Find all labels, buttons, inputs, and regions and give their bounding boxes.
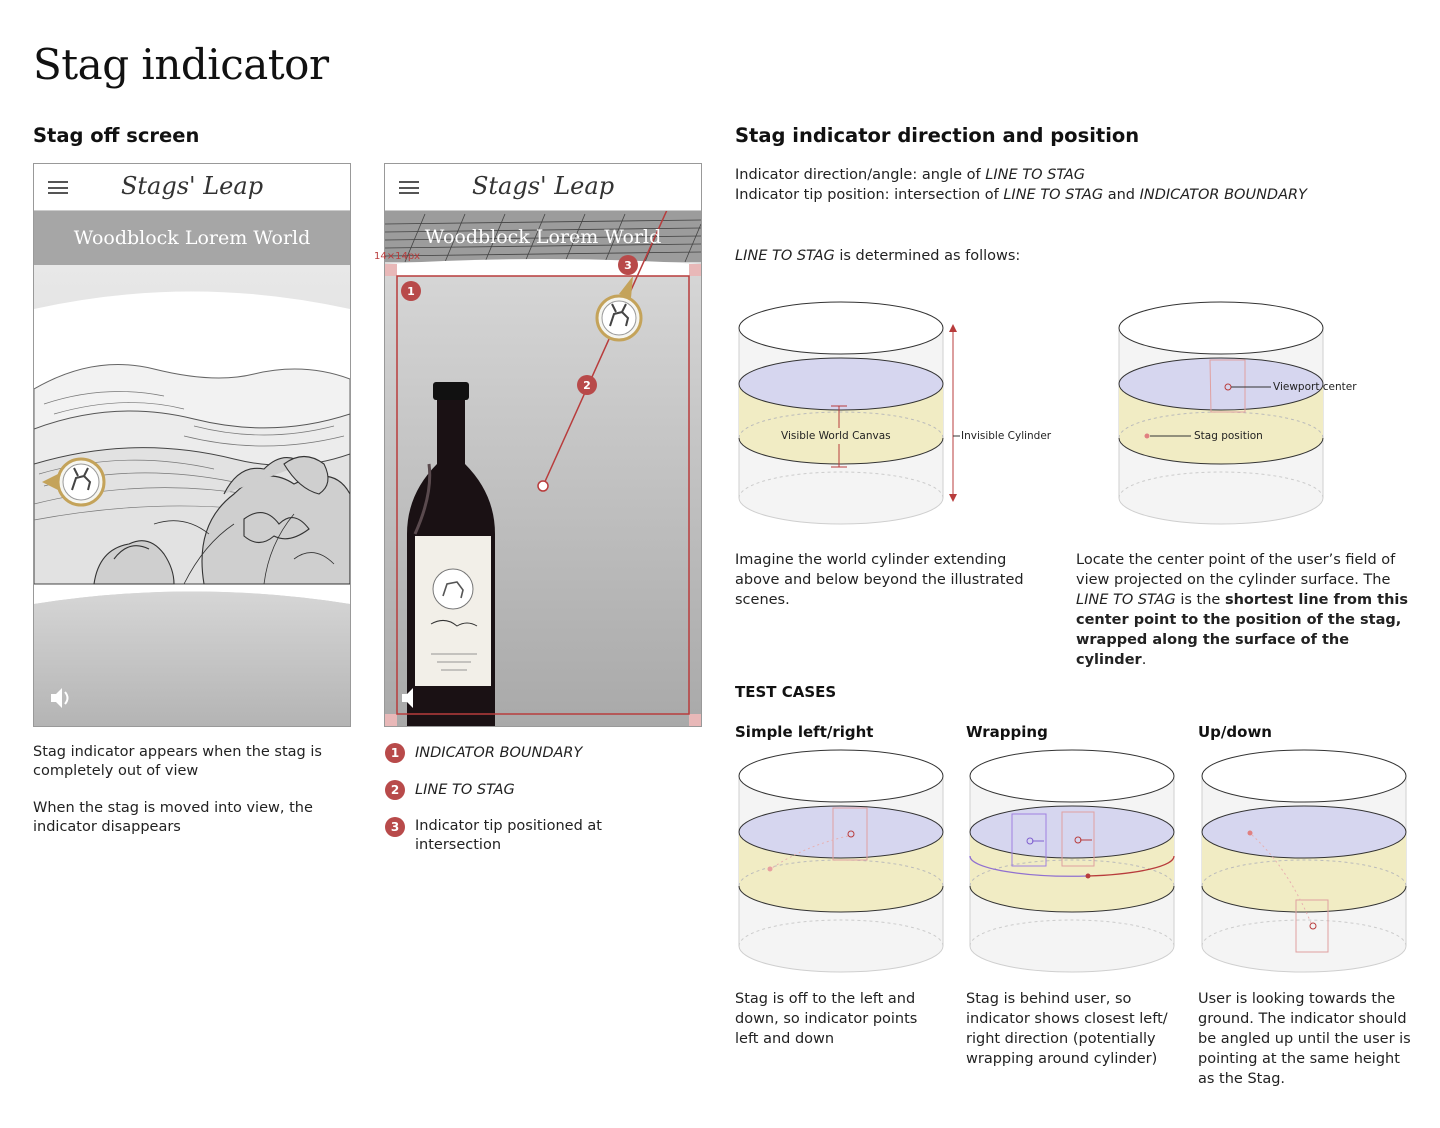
legend-label: Indicator tip positioned at intersection [415, 818, 602, 853]
brand-logo: Stags' Leap [120, 172, 264, 200]
page-title: Stag indicator [33, 40, 329, 89]
test-case-title-simple: Simple left/right [735, 723, 874, 741]
legend-number: 1 [385, 743, 405, 763]
brand-logo: Stags' Leap [471, 172, 615, 200]
test-case-title-wrapping: Wrapping [966, 723, 1048, 741]
legend-item-3 [385, 817, 625, 855]
cylinder-diagram-2 [1115, 300, 1415, 530]
caption-diagram-1: Imagine the world cylinder extending above and below beyond the illustrated scenes. [735, 552, 1024, 608]
label-stag-position: Stag position [1194, 430, 1263, 442]
world-banner: Woodblock Lorem World [424, 226, 662, 248]
legend-number: 2 [385, 780, 405, 800]
determined-intro: LINE TO STAG is determined as follows: [735, 248, 1021, 264]
svg-text:1: 1 [407, 285, 415, 298]
section-heading-direction-position: Stag indicator direction and position [735, 124, 1140, 147]
svg-text:3: 3 [624, 259, 632, 272]
caption-diagram-2: Locate the center point of the user’s field of view projected on the cylinder surface. The LINE TO STAG is the shortest line from this center point to the position of the stag, wrapped along the surface of the cylinder. [1076, 552, 1408, 668]
legend-label: LINE TO STAG [415, 782, 515, 798]
test-case-caption-simple: Stag is off to the left and down, so indicator points left and down [735, 991, 918, 1047]
section-heading-stag-off-screen: Stag off screen [33, 124, 200, 147]
test-cases-heading: TEST CASES [735, 683, 837, 701]
legend-label: INDICATOR BOUNDARY [415, 745, 583, 761]
caption-appears: Stag indicator appears when the stag is completely out of view [33, 744, 322, 779]
legend-number: 3 [385, 817, 405, 837]
test-case-caption-wrapping: Stag is behind user, so indicator shows closest left/ right direction (potentially wrapping around cylinder) [966, 991, 1168, 1067]
legend-item-2 [385, 780, 515, 800]
caption-disappears: When the stag is moved into view, the indicator disappears [33, 800, 313, 835]
legend-item-1 [385, 743, 582, 763]
label-visible-world-canvas: Visible World Canvas [781, 430, 891, 442]
test-case-diagram-simple [735, 748, 947, 976]
world-banner: Woodblock Lorem World [34, 211, 350, 265]
cylinder-diagram-1 [735, 300, 1075, 530]
test-case-diagram-updown [1198, 748, 1410, 976]
label-invisible-cylinder: Invisible Cylinder [961, 430, 1052, 442]
app-header [385, 164, 701, 211]
boundary-illustration [385, 164, 701, 726]
definition-tip-position: Indicator tip position: intersection of LINE TO STAG and INDICATOR BOUNDARY [735, 187, 1307, 203]
label-viewport-center: Viewport center [1273, 381, 1357, 393]
size-annotation: 14×14px [374, 251, 421, 262]
phone-mockup-1 [33, 163, 351, 727]
definition-direction: Indicator direction/angle: angle of LINE TO STAG [735, 167, 1086, 183]
svg-text:2: 2 [583, 379, 591, 392]
phone-mockup-2 [384, 163, 702, 727]
test-case-diagram-wrapping [966, 748, 1178, 976]
test-case-title-updown: Up/down [1198, 723, 1272, 741]
app-header [34, 164, 350, 211]
test-case-caption-updown: User is looking towards the ground. The indicator should be angled up until the user is pointing at the same height as the Stag. [1198, 991, 1411, 1087]
